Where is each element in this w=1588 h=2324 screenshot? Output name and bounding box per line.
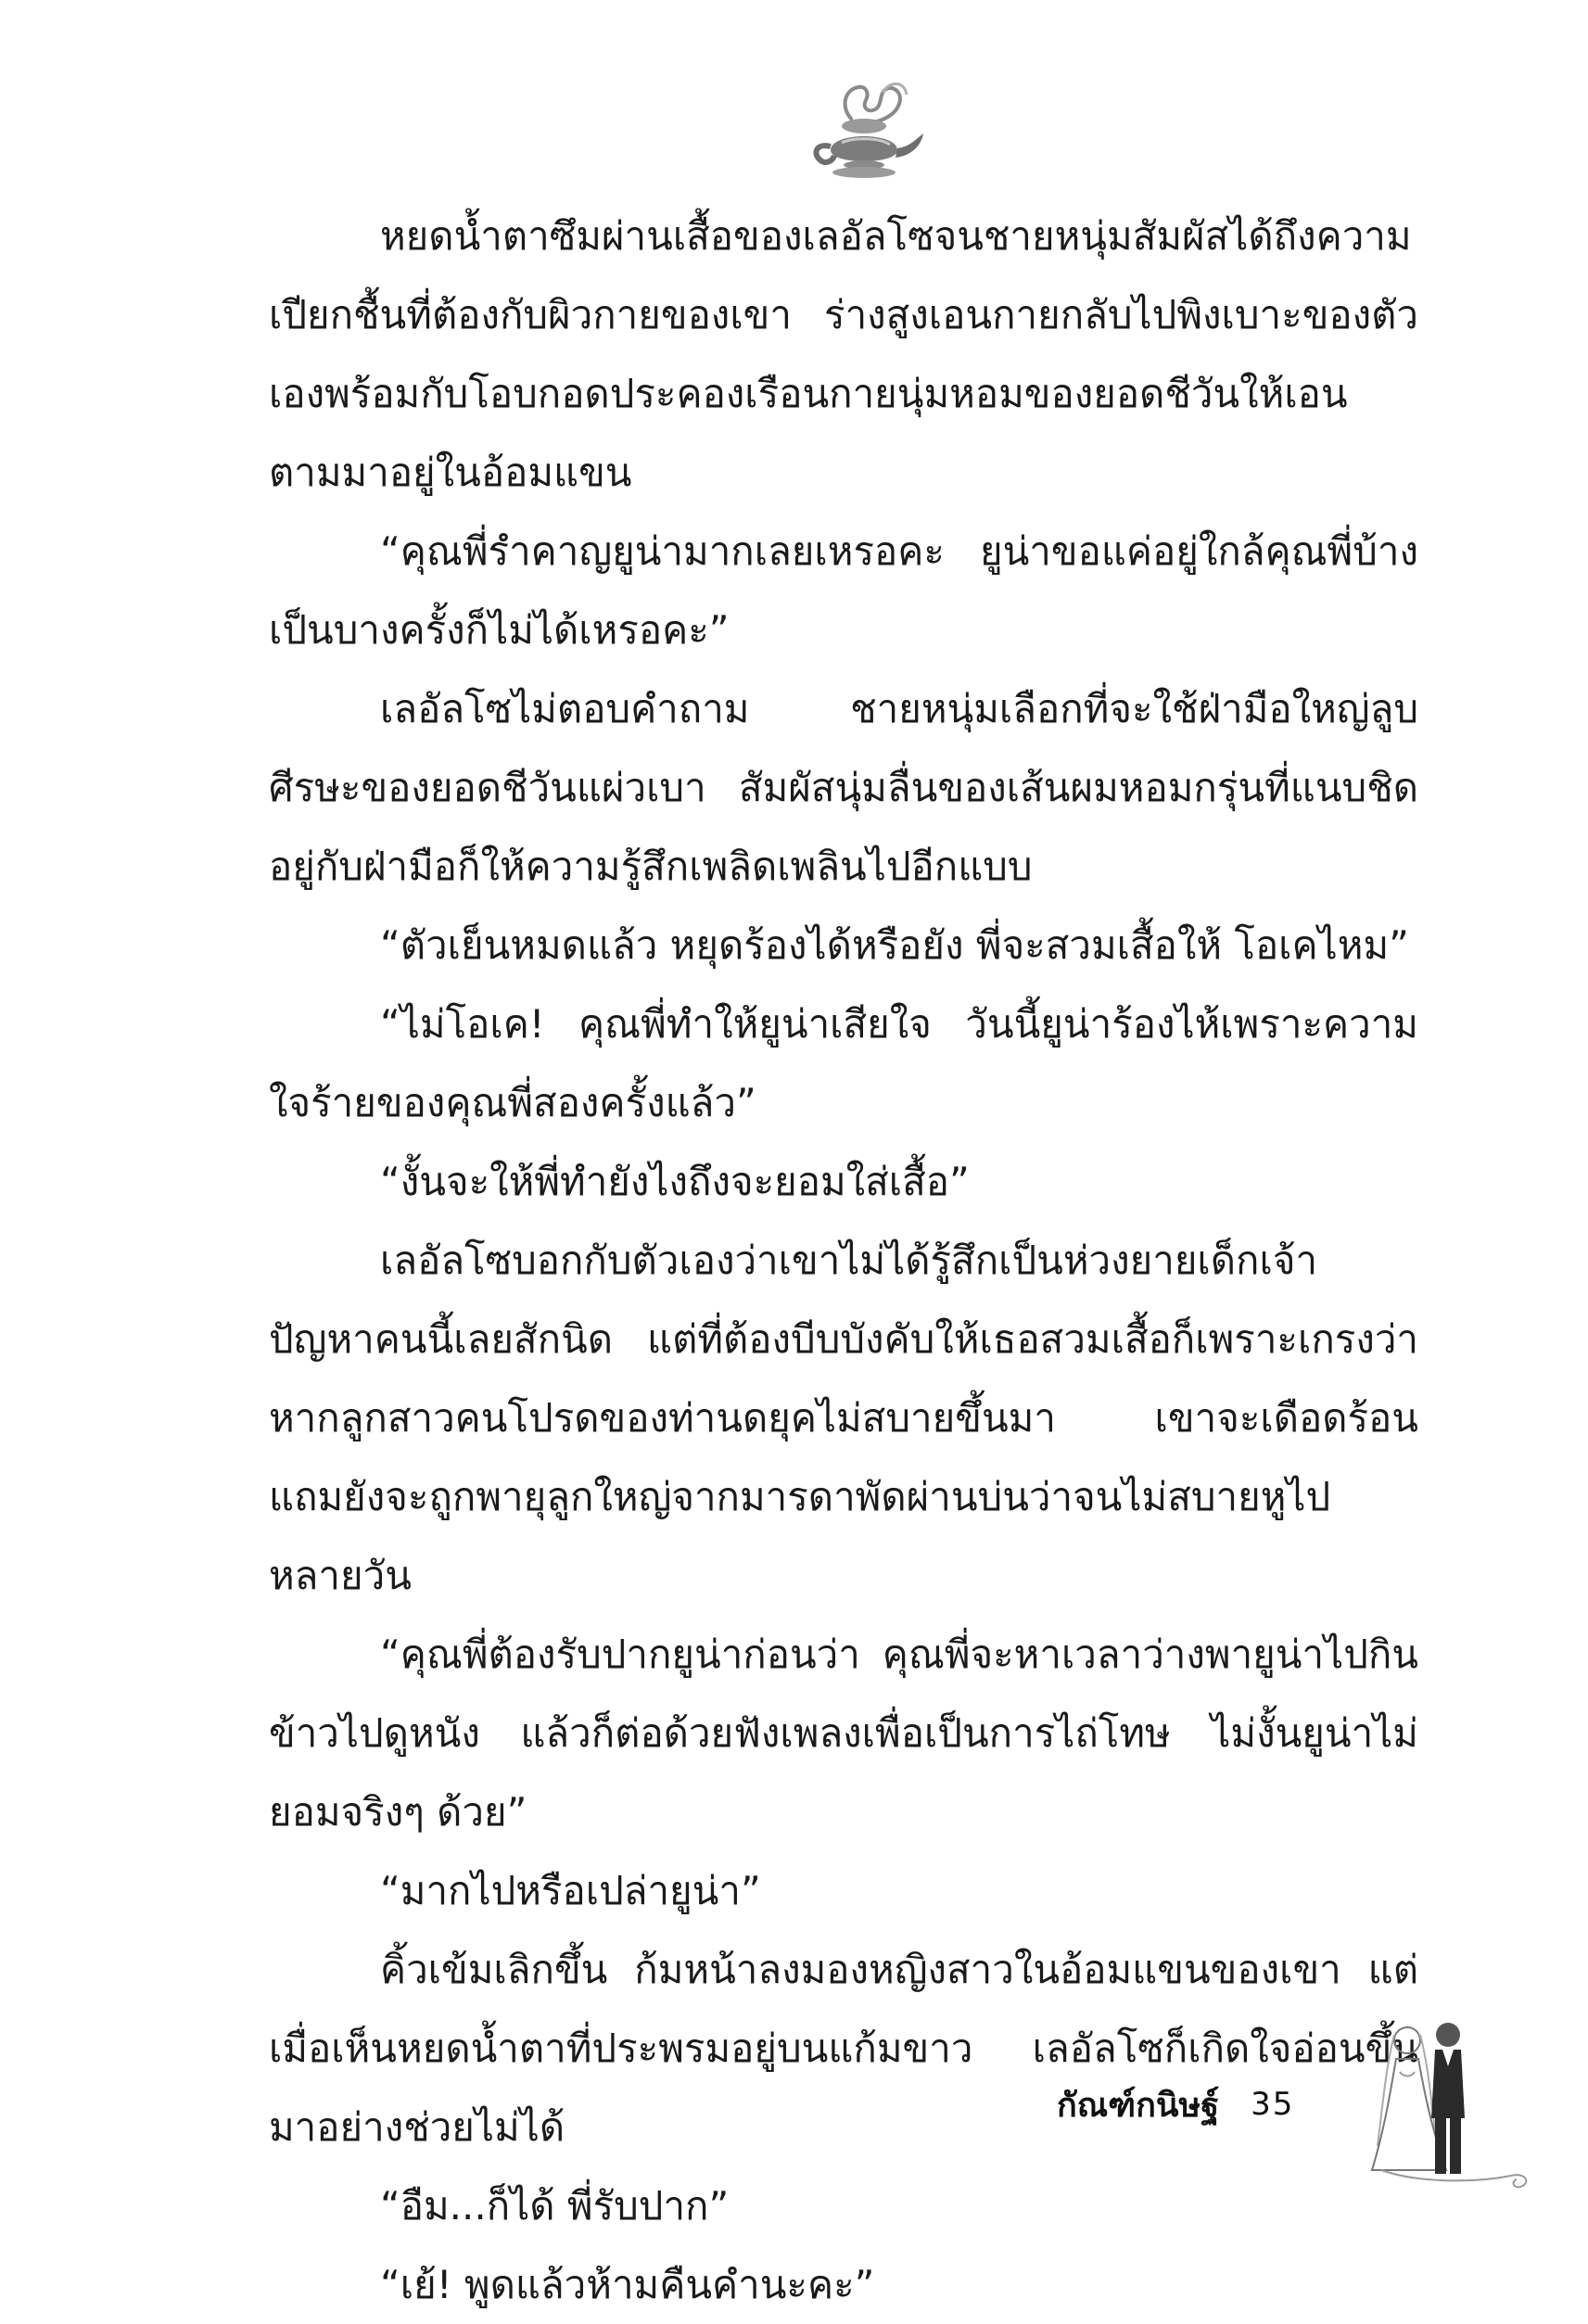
author-name: กัณฑ์กนิษฐ์ — [1057, 2086, 1220, 2125]
story-paragraph: “คุณพี่รำคาญยูน่ามากเลยเหรอคะ ยูน่าขอแค่อยู่ใกล้คุณพี่บ้างเป็นบางครั้งก็ไม่ได้เหรอคะ” — [269, 528, 1418, 653]
story-paragraph: เลอัลโซไม่ตอบคำถาม ชายหนุ่มเลือกที่จะใช้ฝ่ามือใหญ่ลูบศีรษะของยอดชีวันแผ่วเบา สัมผัสนุ่มลื่นของเส้นผมหอมกรุ่นที่แนบชิดอยู่กับฝ่ามือก็ให้ความรู้สึกเพลิดเพลินไปอีกแบบ — [269, 686, 1418, 889]
story-paragraph: “มากไปหรือเปล่ายูน่า” — [380, 1868, 761, 1913]
story-paragraph: “งั้นจะให้พี่ทำยังไงถึงจะยอมใส่เสื้อ” — [380, 1159, 970, 1204]
story-paragraph: “เย้! พูดแล้วห้ามคืนคำนะคะ” — [380, 2262, 875, 2307]
page-footer — [1057, 2076, 1294, 2132]
story-paragraph: “ตัวเย็นหมดแล้ว หยุดร้องได้หรือยัง พี่จะสวมเสื้อให้ โอเคไหม” — [380, 922, 1409, 968]
bride-groom-icon — [1335, 2007, 1567, 2192]
page-number: 35 — [1251, 2086, 1295, 2123]
story-paragraph: หยดน้ำตาซึมผ่านเสื้อของเลอัลโซจนชายหนุ่มสัมผัสได้ถึงความเปียกชื้นที่ต้องกับผิวกายของเขา ร่างสูงเอนกายกลับไปพิงเบาะของตัวเองพร้อมกับโอบกอดประคองเรือนกายนุ่มหอมของยอดชีวันให้เอนตามมาอยู่ในอ้อมแขน — [269, 213, 1418, 495]
magic-lamp-icon — [794, 65, 933, 204]
story-paragraph: “ไม่โอเค! คุณพี่ทำให้ยูน่าเสียใจ วันนี้ยูน่าร้องไห้เพราะความใจร้ายของคุณพี่สองครั้งแล้ว” — [269, 1001, 1418, 1125]
story-paragraph: เลอัลโซบอกกับตัวเองว่าเขาไม่ได้รู้สึกเป็นห่วงยายเด็กเจ้าปัญหาคนนี้เลยสักนิด แต่ที่ต้องบีบบังคับให้เธอสวมเสื้อก็เพราะเกรงว่าหากลูกสาวคนโปรดของท่านดยุคไม่สบายขึ้นมา เขาจะเดือดร้อน แถมยังจะถูกพายุลูกใหญ่จากมารดาพัดผ่านบ่นว่าจนไม่สบายหูไปหลายวัน — [269, 1238, 1418, 1598]
story-paragraph: “คุณพี่ต้องรับปากยูน่าก่อนว่า คุณพี่จะหาเวลาว่างพายูน่าไปกินข้าวไปดูหนัง แล้วก็ต่อด้วยฟังเพลงเพื่อเป็นการไถ่โทษ ไม่งั้นยูน่าไม่ยอมจริงๆ ด้วย” — [269, 1632, 1418, 1835]
story-paragraph: คิ้วเข้มเลิกขึ้น ก้มหน้าลงมองหญิงสาวในอ้อมแขนของเขา แต่เมื่อเห็นหยดน้ำตาที่ประพรมอยู่บนแก้มขาว เลอัลโซก็เกิดใจอ่อนขึ้นมาอย่างช่วยไม่ได้ — [269, 1947, 1418, 2150]
story-paragraph: “อืม...ก็ได้ พี่รับปาก” — [380, 2183, 730, 2229]
story-body — [269, 197, 1418, 2307]
